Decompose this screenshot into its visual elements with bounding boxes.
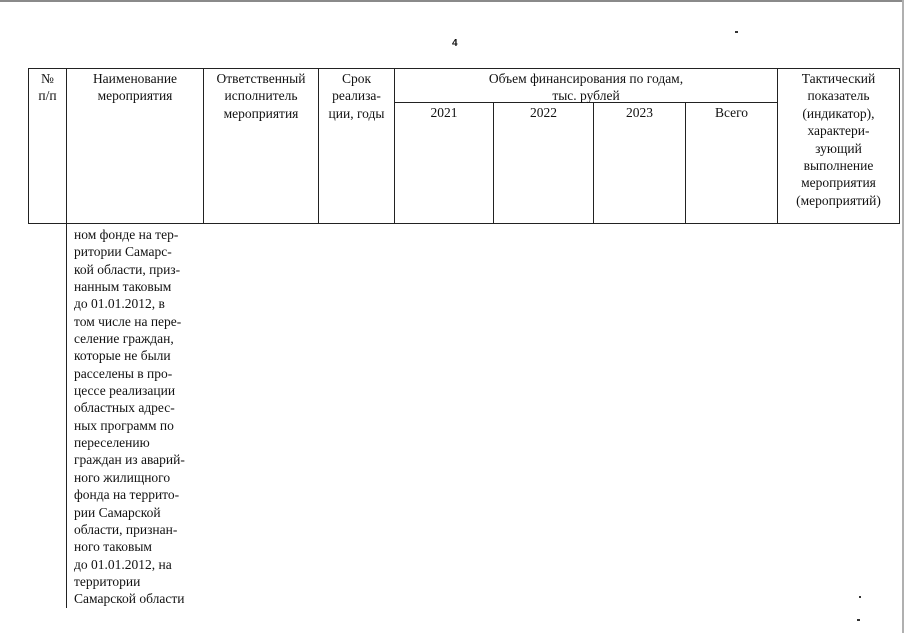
- table-top-border: [28, 68, 900, 69]
- continuation-line: ном фонде на тер-: [74, 227, 179, 242]
- header-indicator-line: показатель: [807, 88, 870, 104]
- continuation-text: [74, 226, 185, 608]
- continuation-line: нанным таковым: [74, 279, 172, 295]
- continuation-line: селение граждан,: [74, 331, 174, 347]
- continuation-line: ритории Самарс-: [74, 244, 172, 260]
- continuation-line: Самарской области: [74, 591, 185, 607]
- header-year-2023: 2023: [626, 105, 653, 120]
- continuation-line: переселению: [74, 435, 150, 451]
- header-indicator-line: Тактический: [801, 71, 876, 86]
- header-term-line: реализа-: [332, 88, 381, 104]
- scan-speck: [735, 31, 738, 33]
- table-bottom-border: [28, 223, 900, 224]
- header-num: [29, 70, 66, 105]
- header-executor: [204, 70, 318, 122]
- header-term: [319, 70, 394, 122]
- continuation-line: ного таковым: [74, 539, 152, 555]
- header-executor-line: мероприятия: [223, 105, 299, 121]
- header-num-line: п/п: [38, 88, 57, 104]
- header-term-line: ции, годы: [328, 105, 385, 121]
- continuation-line: кой области, приз-: [74, 261, 181, 277]
- header-indicator-line: (индикатор),: [802, 105, 875, 121]
- continuation-line: области, признан-: [74, 521, 178, 537]
- header-funding-line: тыс. рублей: [552, 88, 620, 104]
- header-indicator-line: (мероприятий): [796, 192, 881, 208]
- header-indicator: [778, 70, 899, 209]
- col-line-9: [899, 68, 900, 224]
- header-funding-line: Объем финансирования по годам,: [488, 71, 684, 86]
- page-number: 4: [452, 38, 458, 49]
- header-executor-line: исполнитель: [224, 88, 298, 104]
- continuation-line: которые не были: [74, 348, 171, 364]
- header-indicator-line: характери-: [807, 123, 870, 139]
- header-total: Всего: [714, 105, 749, 120]
- header-year-2021: 2021: [430, 105, 458, 120]
- continuation-line: до 01.01.2012, на: [74, 556, 172, 572]
- scan-speck: [857, 619, 860, 621]
- continuation-line: ного жилищного: [74, 469, 171, 485]
- continuation-line: цессе реализации: [74, 383, 176, 399]
- scan-speck: [859, 596, 861, 598]
- header-indicator-line: выполнение: [803, 158, 874, 174]
- continuation-line: граждан из аварий-: [74, 452, 185, 468]
- top-edge-rule: [0, 0, 904, 2]
- header-term-line: Срок: [341, 71, 372, 86]
- header-indicator-line: мероприятия: [801, 175, 876, 191]
- continuation-line: том числе на пере-: [74, 313, 182, 329]
- continuation-line: областных адрес-: [74, 400, 175, 416]
- header-name-line: мероприятия: [97, 88, 173, 104]
- header-funding: [395, 70, 777, 105]
- header-num-line: №: [41, 71, 54, 86]
- continuation-line: рии Самарской: [74, 504, 161, 520]
- header-year-2022: 2022: [530, 105, 557, 120]
- header-name: [67, 70, 203, 105]
- col-line-1: [66, 68, 67, 608]
- continuation-line: территории: [74, 573, 141, 589]
- header-name-line: Наименование: [92, 71, 178, 86]
- continuation-line: до 01.01.2012, в: [74, 296, 165, 312]
- continuation-line: фонда на террито-: [74, 487, 180, 503]
- header-indicator-line: зующий: [815, 140, 862, 156]
- continuation-line: расселены в про-: [74, 365, 173, 381]
- continuation-line: ных программ по: [74, 417, 174, 433]
- header-executor-line: Ответственный: [216, 71, 306, 86]
